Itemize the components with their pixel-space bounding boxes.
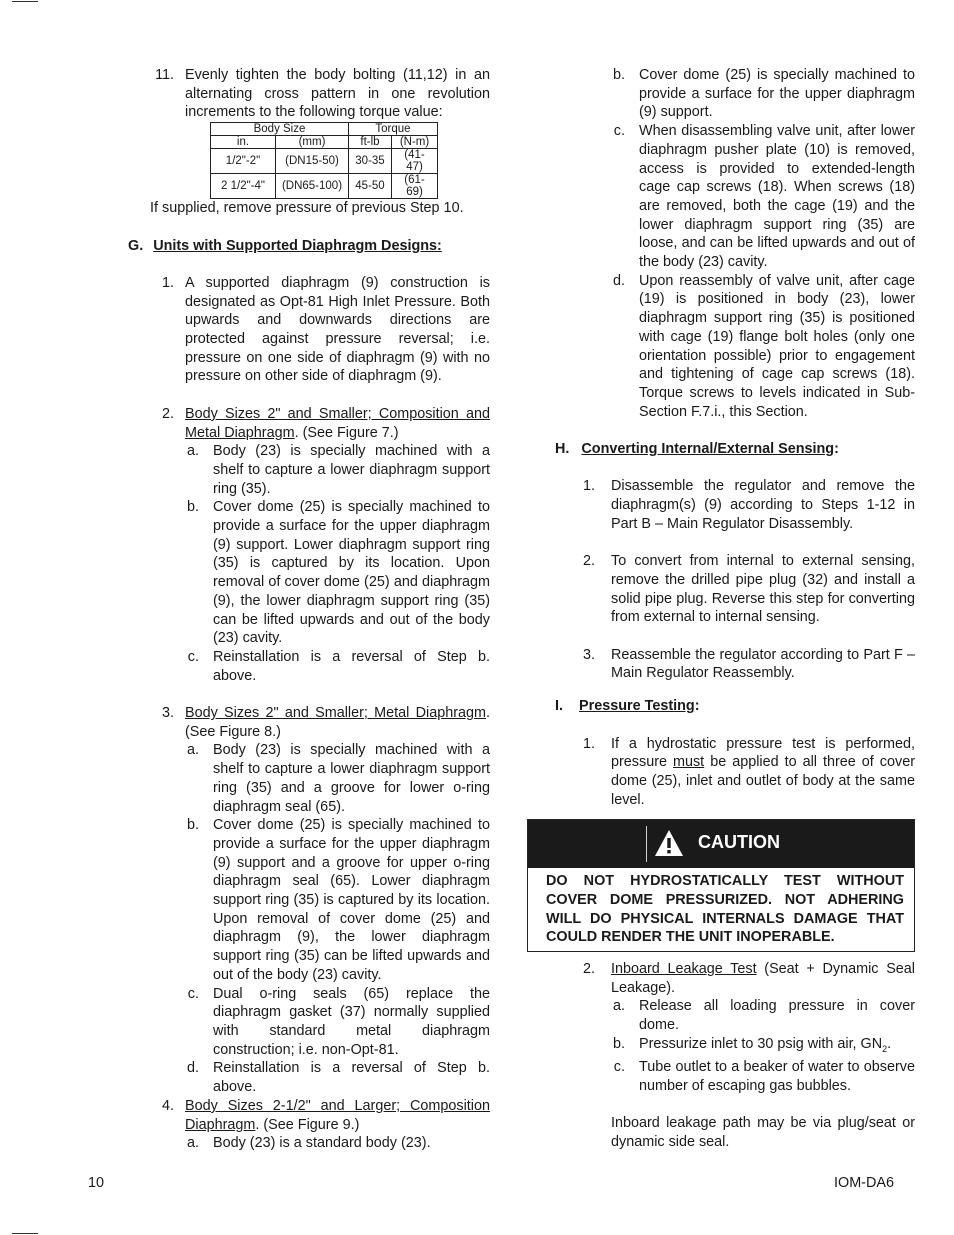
figure-ref: . (See Figure 8.) [185,705,490,740]
step-title: Body Sizes 2" and Smaller; Metal Diaphragm [185,705,486,722]
subscript: 2 [882,1043,888,1054]
h-step-3 [527,646,915,683]
step-number: 1. [161,274,174,291]
step-text: Evenly tighten the body bolting (11,12) in an alternating cross pattern in one revolution increments to the following torque value: [185,67,490,121]
g-step-1 [150,274,490,386]
step-text: be applied to all three of cover dome (25), inlet and outlet of body at the same level. [611,754,915,808]
right-column [527,66,915,809]
table-subheader-row [211,136,438,149]
step-text: To convert from internal to external sensing, remove the drilled pipe plug (32) and install a solid pipe plug. Reverse this step for converting from external to internal sensing. [611,553,915,626]
table-row [211,149,438,174]
substep-letter: d. [612,272,625,289]
right-column-lower [527,960,915,1152]
substep-letter: c. [613,1059,625,1076]
subheader-in: in. [211,136,276,149]
left-column [128,66,490,1153]
step-number: 2. [582,553,595,570]
section-g-heading [128,237,490,256]
g-step-4b [527,66,915,122]
section-title: Units with Supported Diaphragm Designs: [153,237,442,254]
header-body-size: Body Size [211,123,349,136]
emphasis-must: must [673,754,705,771]
substep-letter: a. [186,742,199,759]
step-number: 11. [155,67,174,83]
substep-text: Cover dome (25) is specially machined to provide a surface for the upper diaphragm (9) support. Lower diaphragm support ring (35) is captured by its location. Upon removal of cover dome (25) and diaphragm (9), the lower diaphragm support ring (35) can be lifted upwards and out of the body (23) cavity. [213,499,490,647]
warning-triangle-icon [654,828,684,858]
g-step-4a [150,1134,490,1153]
section-letter: H. [555,441,570,458]
step-number: 4. [161,1097,174,1114]
section-colon: : [834,441,839,458]
substep-letter: b. [612,1035,625,1052]
g-step-4d [527,272,915,422]
substep-text: Tube outlet to a beaker of water to observe number of escaping gas bubbles. [639,1059,915,1095]
document-id: IOM-DA6 [834,1175,894,1191]
substep-text: Body (23) is a standard body (23). [213,1135,431,1152]
section-letter: G. [128,237,144,254]
g-step-3a [150,741,490,816]
table-cell: (DN15-50) [276,149,349,174]
substep-text: Pressurize inlet to 30 psig with air, GN [639,1035,883,1052]
g-step-2b [150,498,490,648]
substep-text: . [887,1035,892,1052]
substep-text: Body (23) is specially machined with a shelf to capture a lower diaphragm support ring (35) and a groove for lower o-ring diaphragm seal (65). [213,742,490,815]
substep-text: Body (23) is specially machined with a shelf to capture a lower diaphragm support ring (35). [213,443,490,497]
table-cell: 45-50 [349,174,392,199]
h-step-1 [527,477,915,533]
figure-ref: . (See Figure 7.) [294,424,399,441]
step-title: Body Sizes 2" and Smaller; Composition and Metal Diaphragm [185,405,490,441]
i-step-2b [527,1035,915,1059]
g-step-4c [527,122,915,272]
if-supplied-note: If supplied, remove pressure of previous Step 10. [150,200,464,217]
subheader-nm: (N-m) [392,136,438,149]
substep-letter: b. [186,499,199,516]
step-number: 3. [582,646,595,663]
crop-mark-bottom [12,1233,38,1234]
substep-letter: a. [186,443,199,460]
section-title: Pressure Testing [579,698,695,715]
table-cell: 2 1/2"-4" [211,174,276,199]
section-h-heading [527,440,915,459]
section-i-heading [527,697,915,716]
i-step-2a [527,997,915,1034]
g-step-3c [150,985,490,1060]
section-colon: : [694,698,700,715]
substep-letter: d. [186,1060,199,1077]
table-row [211,174,438,199]
substep-text: Reinstallation is a reversal of Step b. above. [213,648,490,684]
i-step-1 [527,735,915,810]
substep-letter: b. [186,817,199,834]
table-cell: (61-69) [392,174,438,199]
g-step-3d [150,1059,490,1096]
page-number: 10 [88,1175,105,1191]
i-step-2 [527,960,915,997]
substep-letter: c. [187,648,199,665]
substep-letter: b. [612,67,625,83]
torque-table [210,122,438,199]
step-number: 3. [161,705,174,722]
step-text: Reassemble the regulator according to Part F – Main Regulator Reassembly. [611,646,915,682]
step-number: 1. [582,478,595,495]
g-step-3 [150,704,490,741]
caution-text: DO NOT HYDROSTATICALLY TEST WITHOUT COVER DOME PRESSURIZED. NOT ADHERING WILL DO PHYSICAL INTERNALS DAMAGE THAT COULD RENDER THE UNIT INOPERABLE. [546,873,904,946]
step-text: Disassemble the regulator and remove the diaphragm(s) (9) according to Steps 1-12 in Part B – Main Regulator Disassembly. [611,478,915,532]
caution-divider [646,826,647,862]
substep-text: Cover dome (25) is specially machined to provide a surface for the upper diaphragm (9) support and a groove for upper o-ring diaphragm seal (65). Lower diaphragm support ring (35) is captured by its location. Upon removal of cover dome (25) and diaphragm (9), the lower diaphragm support ring (35) can be lifted upwards and out of the body (23) cavity. [213,817,490,983]
table-cell: 1/2"-2" [211,149,276,174]
caution-label: CAUTION [698,832,780,852]
table-header-row [211,123,438,136]
substep-letter: c. [613,123,625,140]
step-text: If a hydrostatic pressure test is performed, pressure [611,735,915,771]
table-cell: 30-35 [349,149,392,174]
caution-box [527,819,915,952]
substep-letter: a. [612,998,625,1015]
step-text: (Seat + Dynamic Seal Leakage). [611,961,915,996]
step-title: Inboard Leakage Test [611,961,757,977]
figure-ref: . (See Figure 9.) [255,1116,360,1133]
g-step-2 [150,405,490,442]
h-step-2 [527,552,915,627]
substep-text: Upon reassembly of valve unit, after cage (19) is positioned in body (23), lower diaphragm support ring (35) is positioned with cage (19) flange bolt holes (only one orientation possible) prior to engagement and tightening of cage cap screws (18). Torque screws to levels indicated in Sub-Section F.7.i., this Section. [639,272,915,420]
step-number: 2. [582,961,595,977]
table-cell: (41-47) [392,149,438,174]
substep-text: Release all loading pressure in cover dome. [639,998,915,1034]
g-step-3b [150,816,490,984]
caution-header [528,820,914,868]
section-title: Converting Internal/External Sensing [581,441,835,458]
substep-text: When disassembling valve unit, after lower diaphragm pusher plate (10) is removed, access is provided to extended-length cage cap screws (18). When screws (18) are removed, both the cage (19) and the lower diaphragm support ring (35) are loose, and can be lifted upwards and out of the body (23) cavity. [639,123,915,271]
subheader-mm: (mm) [276,136,349,149]
substep-text: Dual o-ring seals (65) replace the diaphragm gasket (37) normally supplied with standard metal diaphragm construction; i.e. non-Opt-81. [213,985,490,1058]
i-step-2c [527,1058,915,1095]
crop-mark-top [12,1,38,2]
step-text: A supported diaphragm (9) construction is designated as Opt-81 High Inlet Pressure. Both upwards and downwards directions are protected against pressure reversal; i.e. pressure on one side of diaphragm (9) with no pressure on other side of diaphragm (9). [185,274,490,385]
section-letter: I. [555,698,563,715]
substep-letter: c. [187,985,199,1002]
table-cell: (DN65-100) [276,174,349,199]
step-title: Body Sizes 2-1/2" and Larger; Composition Diaphragm [185,1097,490,1133]
subheader-ftlb: ft-lb [349,136,392,149]
step-number: 1. [582,735,595,752]
substep-text: Cover dome (25) is specially machined to provide a surface for the upper diaphragm (9) support. [639,67,915,121]
g-step-4 [150,1097,490,1134]
header-torque: Torque [349,123,438,136]
g-step-2a [150,442,490,498]
g-step-2c [150,648,490,685]
substep-letter: a. [186,1135,199,1152]
step-number: 2. [161,405,174,422]
step-11 [150,66,490,122]
substep-text: Reinstallation is a reversal of Step b. above. [213,1060,490,1096]
inboard-note: Inboard leakage path may be via plug/seat or dynamic side seal. [611,1115,915,1151]
